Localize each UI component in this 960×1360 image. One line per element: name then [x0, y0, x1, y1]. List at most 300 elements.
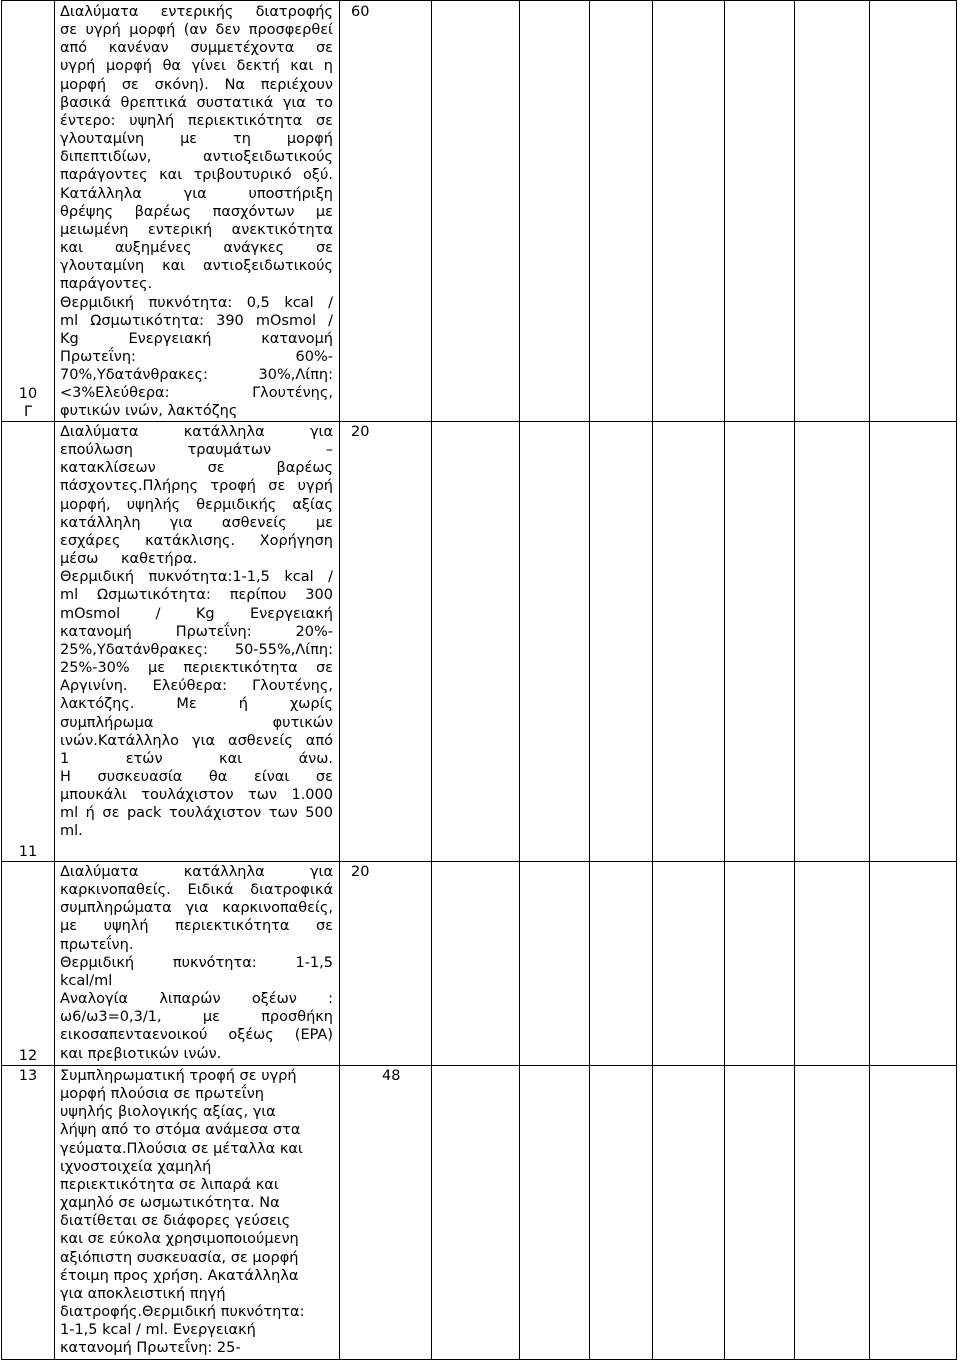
empty-cell: [725, 422, 795, 862]
description-line: [60, 3, 333, 21]
description-line: [60, 39, 333, 57]
description-word: Ωσμωτικότητα:: [90, 312, 205, 329]
description-line: [60, 294, 333, 312]
description-word: τροφή: [210, 478, 256, 495]
empty-cell: [795, 1066, 870, 1360]
description-word: για: [183, 185, 207, 202]
description-word: κατάλληλα: [183, 424, 265, 440]
description-word: αντιοξειδωτικούς: [203, 149, 333, 166]
empty-cell: [870, 1, 957, 422]
description-word: Διαλύματα: [60, 864, 139, 880]
description-word: κατανομή: [261, 330, 333, 347]
description-word: τουλάχιστον: [141, 787, 234, 804]
description-word: από: [60, 40, 88, 57]
description-word: Πρωτεΐνη:: [175, 623, 252, 640]
description-word: Διαλύματα: [60, 4, 139, 20]
description-word: Γλουτένης,: [252, 678, 333, 695]
empty-cell: [870, 862, 957, 1066]
empty-cell: [725, 1066, 795, 1360]
description-word: έντερο:: [60, 112, 116, 129]
description-word: αυξημένες: [114, 240, 192, 257]
description-line: [60, 239, 333, 257]
description-word: σε: [102, 805, 120, 822]
description-word: παράγοντες: [60, 167, 148, 184]
description-word: 300: [305, 587, 333, 604]
description-line: [60, 732, 333, 750]
description-word: εικοσαπενταενοικού: [60, 1027, 208, 1044]
description-line: διατίθεται σε διάφορες γεύσεις: [60, 1213, 291, 1230]
description-line: γεύματα.Πλούσια σε μέταλλα και: [60, 1140, 303, 1157]
description-word: (αν: [183, 22, 208, 39]
description-line: [60, 21, 333, 39]
description-word: κανέναν: [108, 40, 169, 57]
description-line: και σε εύκολα χρησιμοποιούμενη: [60, 1231, 299, 1248]
description-word: /: [155, 605, 161, 622]
quantity-cell: [340, 1066, 432, 1360]
empty-cell: [653, 422, 725, 862]
quantity: 60: [351, 4, 370, 20]
empty-cell: [725, 862, 795, 1066]
description-word: και: [159, 167, 183, 184]
description-word: φυτικών: [272, 714, 333, 731]
description-word: 0,5: [246, 294, 270, 311]
description-word: υγρή: [297, 478, 333, 495]
description-word: 390: [216, 312, 244, 329]
empty-cell: [870, 422, 957, 862]
description-word: κατανομή: [60, 623, 132, 640]
description-line: μορφή πλούσια σε πρωτεΐνη: [60, 1086, 264, 1103]
description-line: [60, 257, 333, 275]
description-word: κατακλίσεων: [60, 460, 156, 477]
description-word: ω6/ω3=0,3/1,: [60, 1009, 162, 1026]
description-word: θα: [208, 768, 228, 785]
quantity-cell: [340, 422, 432, 862]
description-line: [60, 568, 333, 586]
description-line: μέσω καθετήρα.: [60, 551, 198, 568]
row-number-cell: [2, 422, 55, 862]
description-word: αντιοξειδωτικούς: [203, 258, 333, 275]
description-word: δεκτή: [236, 58, 280, 75]
empty-cell: [432, 862, 520, 1066]
description-line: [60, 221, 333, 239]
description-word: 500: [305, 805, 333, 822]
description-cell: [55, 1066, 340, 1360]
empty-cell: [870, 1066, 957, 1360]
description-word: προσφερθεί: [248, 22, 333, 39]
description-line: [60, 605, 333, 623]
description-word: Kg: [195, 605, 215, 622]
description-line: [60, 881, 333, 899]
description-line: αξιόπιστη συσκευασία, σε μορφή: [60, 1249, 299, 1266]
empty-cell: [795, 422, 870, 862]
description-word: mOsmol: [255, 312, 316, 329]
description-word: προσθήκη: [261, 1009, 333, 1026]
description-word: κατάλληλη: [60, 514, 141, 531]
description-word: kcal: [284, 294, 314, 311]
description-cell: [55, 422, 340, 862]
empty-cell: [590, 1066, 653, 1360]
description-word: από: [305, 732, 333, 749]
description-line: kcal/ml: [60, 972, 113, 989]
description-word: με: [315, 203, 333, 220]
description-word: ή: [238, 696, 248, 713]
description-word: εντερικής: [160, 4, 234, 20]
description-word: kcal: [284, 569, 314, 586]
description-word: γίνει: [191, 58, 226, 75]
description-word: θα: [162, 58, 181, 75]
description-word: συμπληρώματα: [60, 900, 172, 917]
description-word: 1.000: [291, 787, 333, 804]
description-word: και: [219, 750, 243, 767]
description-word: για: [309, 864, 333, 880]
description-line: [60, 384, 333, 402]
empty-cell: [590, 1, 653, 422]
description-word: των: [248, 787, 278, 804]
row-number: 12: [18, 1047, 38, 1064]
description-word: με: [202, 1009, 220, 1026]
row-number: 10: [18, 385, 38, 402]
description-word: 25%,Υδατάνθρακες:: [60, 641, 208, 658]
description-word: Kg: [60, 330, 79, 347]
description-line: [60, 166, 333, 184]
row-number-cell: [2, 862, 55, 1066]
description-word: τριβουτυρικό: [193, 167, 292, 184]
description-word: Η: [60, 768, 71, 785]
description-word: καρκινοπαθείς,: [222, 900, 333, 917]
description-word: θρέψης: [60, 203, 114, 220]
description-line: πρωτεΐνη.: [60, 936, 134, 953]
description-line: [60, 459, 333, 477]
empty-cell: [653, 862, 725, 1066]
description-word: ανεκτικότητα: [231, 221, 333, 238]
description-word: ασθενείς: [228, 732, 293, 749]
description-word: υγρή: [85, 22, 121, 39]
description-word: για: [169, 514, 193, 531]
description-word: 70%,Υδατάνθρακες:: [60, 367, 208, 384]
description-word: 30%,Λίπη:: [258, 367, 333, 384]
description-word: Με: [176, 696, 197, 713]
description-line: [60, 423, 333, 441]
description-line: [60, 441, 333, 459]
quantity: 48: [382, 1068, 401, 1084]
description-word: ασθενείς: [221, 514, 287, 531]
description-word: τη: [233, 131, 251, 148]
quantity-cell: [340, 1, 432, 422]
description-word: μορφή,: [60, 496, 111, 513]
description-word: Αναλογία: [60, 991, 129, 1008]
description-word: Ωσμωτικότητα:: [97, 587, 211, 604]
description-word: ml: [60, 805, 79, 822]
description-word: η: [323, 58, 333, 75]
description-word: 60%-: [295, 348, 333, 365]
description-word: διατροφής: [255, 4, 333, 20]
description-line: [60, 641, 333, 659]
description-line: περιεκτικότητα σε λιπαρά και: [60, 1176, 279, 1193]
description-word: Αργινίνη.: [60, 678, 128, 695]
description-word: σκόνη).: [154, 76, 209, 93]
description-word: συμμετέχοντα: [190, 40, 295, 57]
description-word: αξίας: [292, 496, 333, 513]
description-line: παράγοντες.: [60, 276, 153, 293]
description-word: 50-55%,Λίπη:: [234, 641, 333, 658]
empty-cell: [590, 862, 653, 1066]
description-line: [60, 695, 333, 713]
row-number-cell: [2, 1, 55, 422]
description-word: /: [328, 312, 333, 329]
description-word: /: [328, 294, 333, 311]
description-word: τραυμάτων: [187, 442, 272, 459]
description-word: περίπου: [229, 587, 287, 604]
description-word: πυκνότητα:1-1,5: [148, 569, 270, 586]
description-word: υποστήριξη: [248, 185, 333, 202]
description-line: [60, 990, 333, 1008]
description-word: κατάκλισης.: [145, 532, 236, 549]
quantity: 20: [351, 424, 370, 440]
description-line: ml.: [60, 823, 83, 840]
description-word: Ελεύθερα:: [152, 678, 227, 695]
row-number: 11: [18, 843, 38, 860]
description-word: μορφή: [286, 131, 333, 148]
description-word: για: [282, 94, 306, 111]
description-word: πασχόντων: [212, 203, 295, 220]
description-word: πυκνότητα:: [172, 954, 257, 971]
description-word: βαρέως: [134, 203, 192, 220]
description-word: οξέως: [228, 1027, 274, 1044]
description-line: [60, 1008, 333, 1026]
description-word: ινών.Κατάλληλο: [60, 732, 180, 749]
description-cell: [55, 862, 340, 1066]
row-number-cell: [2, 1066, 55, 1360]
row-number: 13: [18, 1068, 38, 1084]
description-word: Ενεργειακή: [128, 330, 212, 347]
description-word: συσκευασία: [97, 768, 183, 785]
description-line: [60, 659, 333, 677]
description-word: για: [192, 732, 216, 749]
empty-cell: [432, 1, 520, 422]
description-word: :: [328, 991, 333, 1008]
description-line: [60, 496, 333, 514]
description-word: σε: [315, 112, 333, 129]
empty-cell: [725, 1, 795, 422]
description-word: Θερμιδική: [60, 294, 135, 311]
description-cell: [55, 1, 340, 422]
description-word: για: [185, 900, 209, 917]
description-word: διατροφικά: [250, 882, 333, 899]
description-word: πυκνότητα:: [148, 294, 233, 311]
description-line: φυτικών ινών, λακτόζης: [60, 403, 238, 420]
description-word: σε: [315, 918, 333, 935]
description-word: συστατικά: [196, 94, 274, 111]
description-word: οξύ.: [303, 167, 333, 184]
empty-cell: [520, 1, 590, 422]
description-word: ετών: [125, 750, 163, 767]
description-word: εσχάρες: [60, 532, 121, 549]
description-line: [60, 804, 333, 822]
description-word: και: [290, 58, 314, 75]
empty-cell: [520, 862, 590, 1066]
description-word: τουλάχιστον: [168, 805, 262, 822]
empty-cell: [432, 1066, 520, 1360]
description-word: 20%-: [295, 623, 333, 640]
description-word: περιέχουν: [260, 76, 333, 93]
description-word: λιπαρών: [159, 991, 221, 1008]
description-word: κατάλληλα: [183, 864, 265, 880]
description-word: με: [180, 131, 198, 148]
description-word: για: [309, 424, 333, 440]
description-word: άνω.: [298, 750, 333, 767]
description-word: Κατάλληλα: [60, 185, 142, 202]
items-table: [1, 0, 957, 1360]
description-line: [60, 57, 333, 75]
description-word: (EPA): [294, 1027, 333, 1044]
description-word: με: [315, 514, 333, 531]
description-word: δεν: [215, 22, 241, 39]
description-line: [60, 366, 333, 384]
description-line: [60, 348, 333, 366]
description-line: [60, 130, 333, 148]
description-word: 25%-30%: [60, 660, 130, 677]
description-line: για αποκλειστική πηγή: [60, 1285, 226, 1302]
description-line: [60, 623, 333, 641]
description-word: mOsmol: [60, 605, 121, 622]
description-word: σε: [315, 660, 333, 677]
description-word: γλουταμίνη: [60, 131, 145, 148]
description-word: μορφή: [129, 22, 176, 39]
empty-cell: [432, 422, 520, 862]
empty-cell: [653, 1066, 725, 1360]
description-word: σε: [207, 460, 225, 477]
description-word: εντερική: [147, 221, 213, 238]
description-line: χαμηλό σε ωσμωτικότητα. Να: [60, 1195, 280, 1212]
description-word: των: [268, 805, 298, 822]
description-word: μειωμένη: [60, 221, 129, 238]
description-word: υψηλής: [126, 496, 181, 513]
description-word: σε: [315, 40, 333, 57]
description-word: είναι: [253, 768, 290, 785]
description-word: ml: [60, 312, 79, 329]
description-word: επούλωση: [60, 442, 133, 459]
description-word: Πρωτεΐνη:: [60, 348, 136, 365]
description-word: pack: [126, 805, 162, 822]
description-word: Ενεργειακή: [250, 605, 333, 622]
empty-cell: [520, 1066, 590, 1360]
description-word: –: [325, 442, 333, 459]
description-word: πάσχοντες.Πλήρης: [60, 478, 199, 495]
description-word: σε: [60, 22, 78, 39]
description-word: Να: [224, 76, 245, 93]
description-line: διατροφής.Θερμιδική πυκνότητα:: [60, 1304, 305, 1321]
description-word: σε: [268, 478, 286, 495]
description-word: θρεπτικά: [120, 94, 187, 111]
description-line: [60, 203, 333, 221]
description-word: βασικά: [60, 94, 112, 111]
description-word: οξέων: [251, 991, 297, 1008]
description-word: συμπλήρωμα: [60, 714, 154, 731]
description-line: [60, 750, 333, 768]
description-word: και: [162, 258, 186, 275]
description-line: λήψη από το στόμα ανάμεσα στα: [60, 1122, 301, 1139]
description-word: Χορήγηση: [259, 532, 333, 549]
description-word: 1-1,5: [295, 954, 333, 971]
description-line: κατανομή Πρωτεΐνη: 25-: [60, 1340, 241, 1357]
description-word: περιεκτικότητα: [187, 112, 303, 129]
description-word: διπεπτιδίων,: [60, 149, 152, 166]
description-word: λακτόζης.: [60, 696, 135, 713]
description-word: το: [315, 94, 333, 111]
empty-cell: [653, 1, 725, 422]
description-word: Διαλύματα: [60, 424, 139, 440]
description-word: μπουκάλι: [60, 787, 127, 804]
empty-cell: [795, 862, 870, 1066]
description-word: Θερμιδική: [60, 954, 135, 971]
description-word: <3%Ελεύθερα:: [60, 385, 170, 402]
description-word: Θερμιδική: [60, 569, 135, 586]
description-line: 1-1,5 kcal / ml. Ενεργειακή: [60, 1322, 256, 1339]
description-line: ιχνοστοιχεία χαμηλή: [60, 1158, 212, 1175]
description-line: [60, 532, 333, 550]
description-word: σε: [121, 76, 139, 93]
description-word: θερμιδικής: [196, 496, 277, 513]
row-number: Γ: [23, 403, 33, 420]
description-line: [60, 312, 333, 330]
description-line: [60, 714, 333, 732]
description-word: υγρή: [60, 58, 96, 75]
description-line: [60, 94, 333, 112]
description-line: [60, 148, 333, 166]
description-word: γλουταμίνη: [60, 258, 145, 275]
description-word: με: [60, 918, 78, 935]
description-word: /: [328, 569, 333, 586]
description-word: σε: [315, 768, 333, 785]
description-word: μορφή: [105, 58, 152, 75]
description-line: [60, 514, 333, 532]
description-line: [60, 586, 333, 604]
empty-cell: [795, 1, 870, 422]
description-word: περιεκτικότητα: [183, 660, 298, 677]
description-line: υψηλής βιολογικής αξίας, για: [60, 1104, 276, 1121]
description-word: σε: [315, 240, 333, 257]
description-word: και: [60, 240, 84, 257]
description-line: [60, 1026, 333, 1044]
quantity: 20: [351, 864, 370, 880]
description-word: ml: [60, 587, 79, 604]
description-word: υψηλή: [103, 918, 149, 935]
empty-cell: [520, 422, 590, 862]
description-word: χωρίς: [289, 696, 333, 713]
description-line: [60, 954, 333, 972]
quantity-cell: [340, 862, 432, 1066]
description-word: 1: [60, 750, 70, 767]
description-line: [60, 112, 333, 130]
description-word: καρκινοπαθείς.: [60, 882, 171, 899]
description-line: [60, 76, 333, 94]
description-word: Γλουτένης,: [252, 385, 333, 402]
description-line: [60, 185, 333, 203]
description-line: [60, 917, 333, 935]
description-word: υψηλή: [129, 112, 175, 129]
empty-cell: [590, 422, 653, 862]
description-line: και πρεβιοτικών ινών.: [60, 1045, 222, 1062]
description-line: [60, 477, 333, 495]
description-word: Ειδικά: [187, 882, 234, 899]
description-word: περιεκτικότητα: [175, 918, 290, 935]
description-line: [60, 677, 333, 695]
description-line: έτοιμη προς χρήση. Ακατάλληλα: [60, 1267, 299, 1284]
description-line: [60, 768, 333, 786]
description-line: [60, 899, 333, 917]
description-word: ανάγκες: [223, 240, 285, 257]
description-line: Συμπληρωματική τροφή σε υγρή: [60, 1068, 297, 1084]
